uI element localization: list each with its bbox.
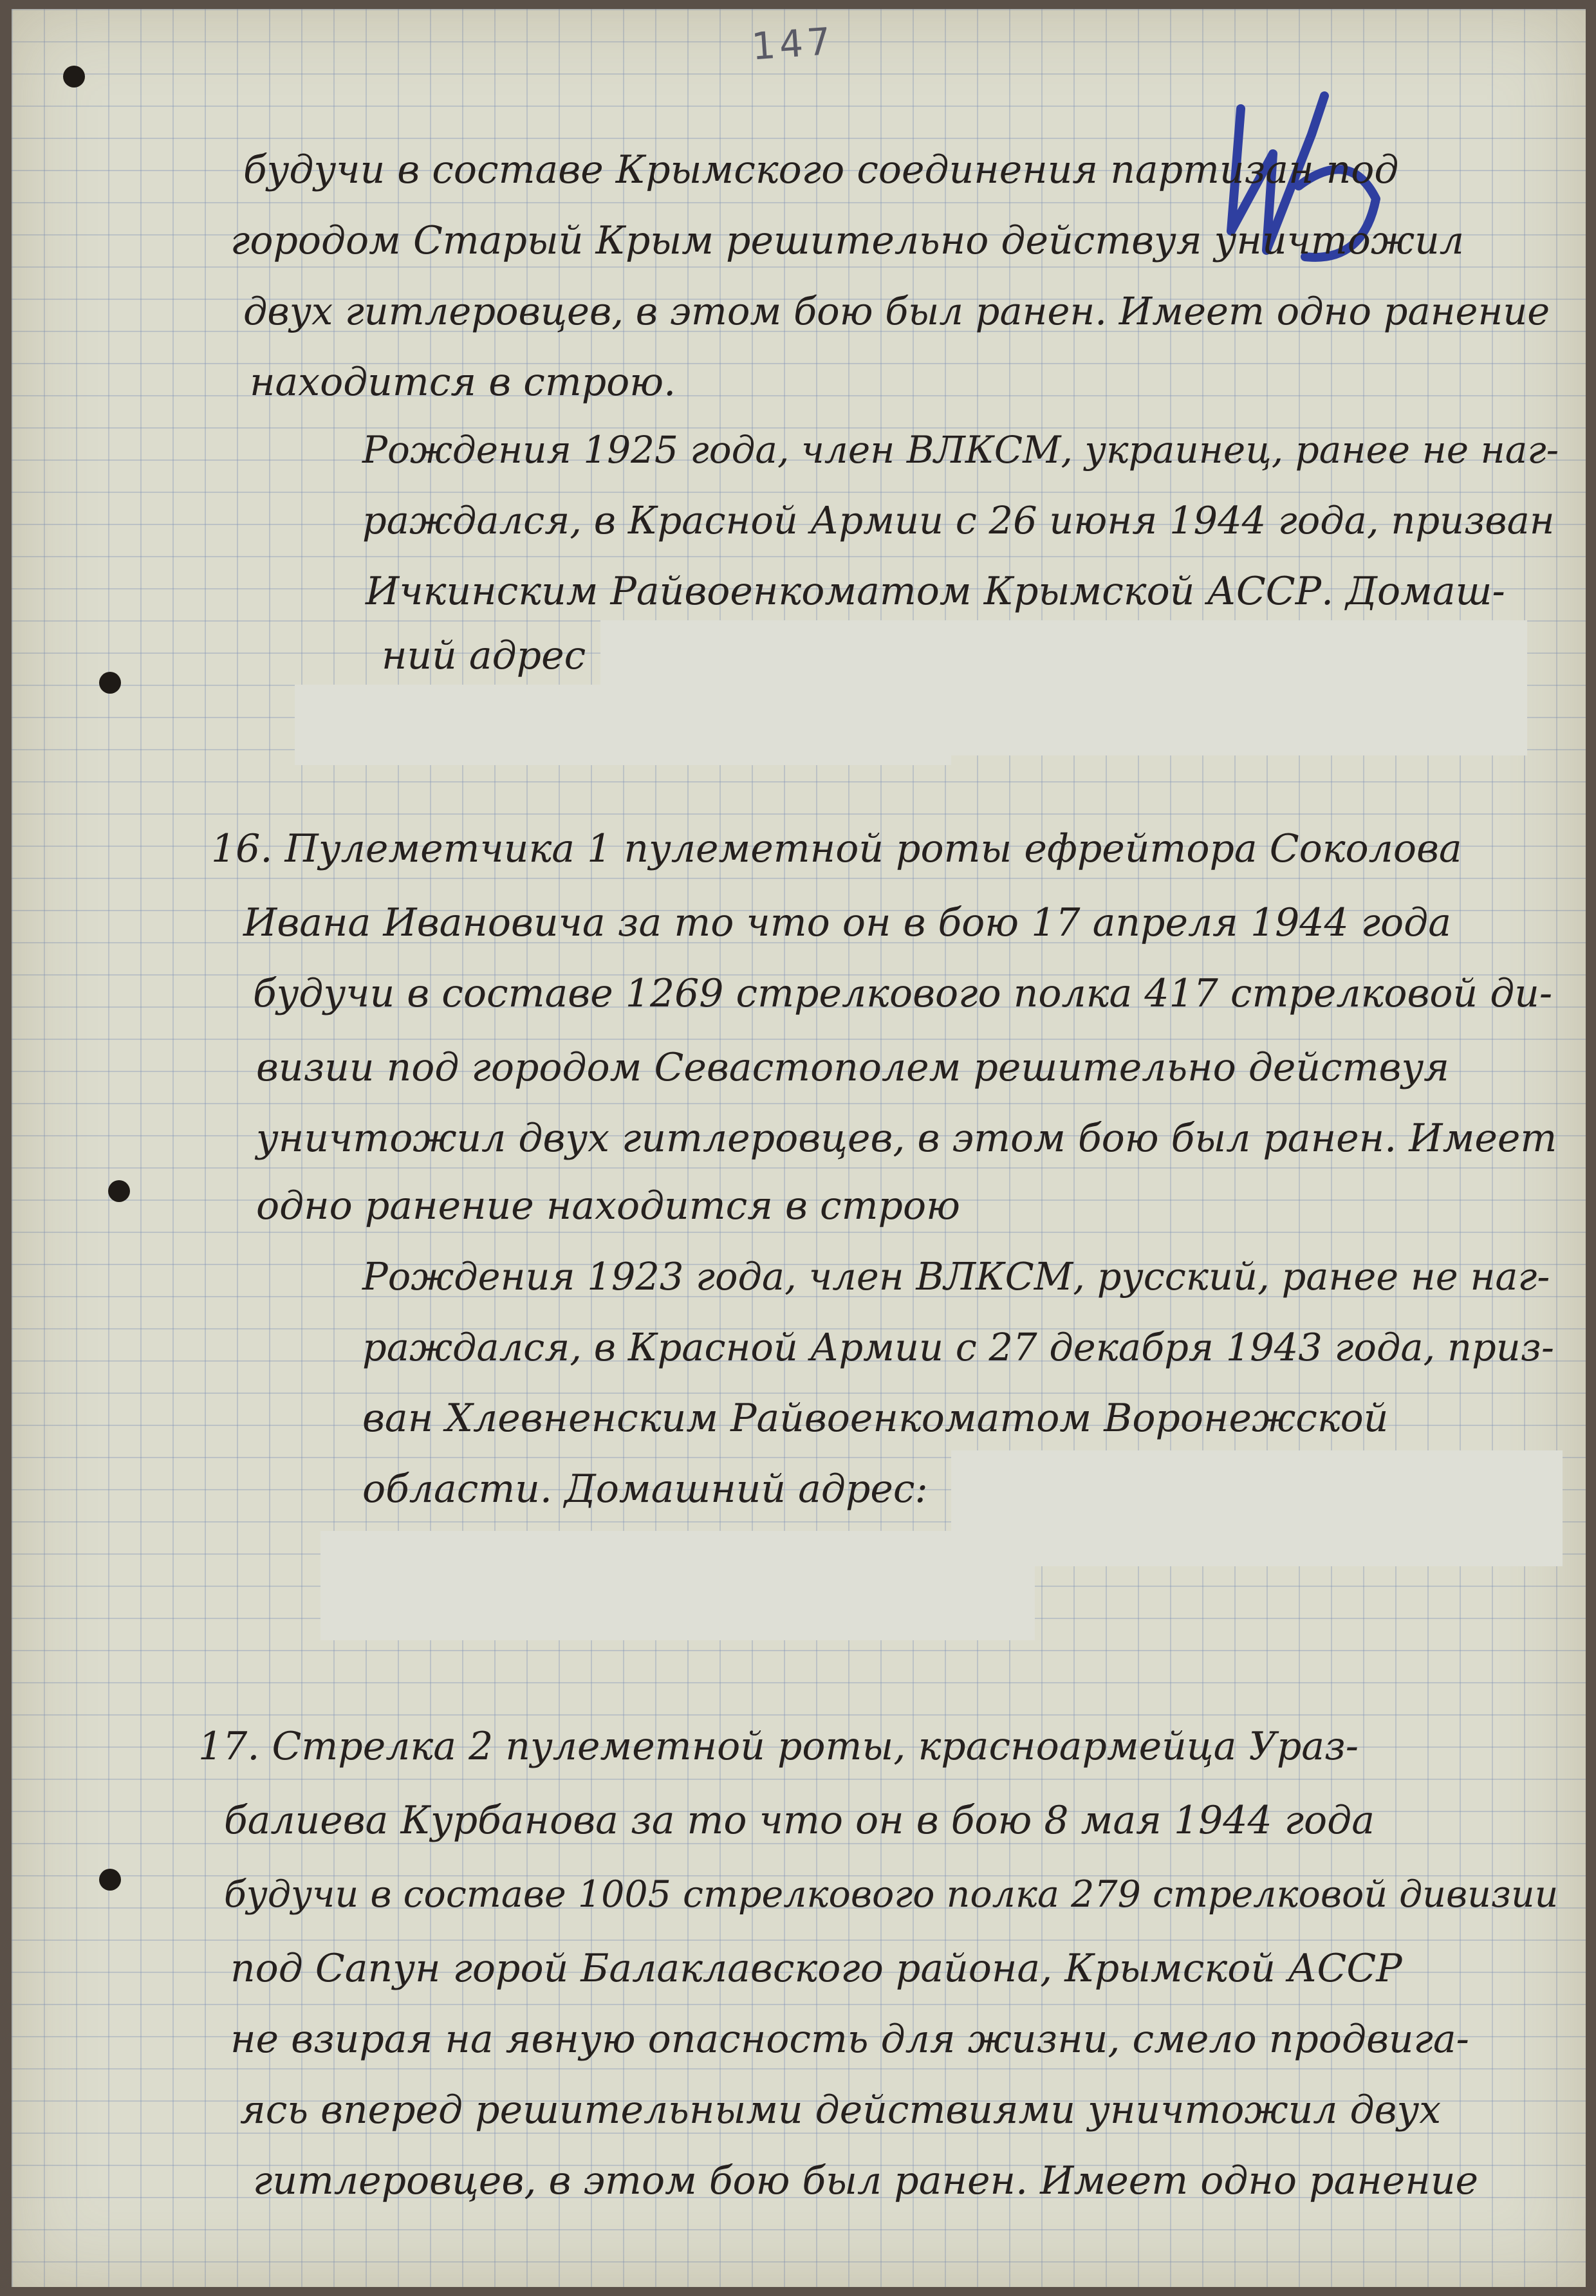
text-line: двух гитлеровцев, в этом бою был ранен. Имеет одно ранение	[243, 289, 1550, 333]
text-line: будучи в составе 1005 стрелкового полка 279 стрелковой дивизии	[224, 1873, 1559, 1916]
redaction-box	[295, 685, 951, 765]
text-line: городом Старый Крым решительно действуя уничтожил	[230, 218, 1464, 263]
page-number: 147	[750, 19, 836, 69]
text-line: 16. Пулеметчика 1 пулеметной роты ефрейтора Соколова	[211, 826, 1462, 871]
text-line: не взирая на явную опасность для жизни, смело продвига-	[230, 2017, 1469, 2062]
text-line: балиева Курбанова за то что он в бою 8 мая 1944 года	[224, 1798, 1375, 1843]
binding-hole	[63, 66, 85, 88]
text-line: одно ранение находится в строю	[256, 1183, 960, 1228]
text-line: Ичкинским Райвоенкоматом Крымской АССР. Домаш-	[366, 569, 1505, 614]
text-line: 17. Стрелка 2 пулеметной роты, красноармейца Ураз-	[198, 1724, 1359, 1769]
text-line: находится в строю.	[250, 360, 676, 405]
text-line: гитлеровцев, в этом бою был ранен. Имеет одно ранение	[253, 2158, 1478, 2203]
binding-hole	[108, 1180, 130, 1202]
text-line: раждался, в Красной Армии с 27 декабря 1943 года, приз-	[362, 1325, 1554, 1369]
text-line: Рождения 1925 года, член ВЛКСМ, украинец, ранее не наг-	[362, 428, 1559, 472]
text-line: ван Хлевненским Райвоенкоматом Воронежской	[362, 1396, 1389, 1441]
text-line: ний адрес	[382, 633, 586, 678]
text-line: Ивана Ивановича за то что он в бою 17 апреля 1944 года	[243, 900, 1451, 945]
binding-hole	[99, 1869, 121, 1891]
text-line: уничтожил двух гитлеровцев, в этом бою был ранен. Имеет	[256, 1116, 1557, 1161]
text-line: визии под городом Севастополем решительно действуя	[256, 1045, 1449, 1090]
text-line: области. Домашний адрес:	[362, 1467, 928, 1512]
text-line: раждался, в Красной Армии с 26 июня 1944 года, призван	[362, 498, 1555, 542]
text-line: ясь вперед решительными действиями уничтожил двух	[240, 2088, 1442, 2133]
redaction-box	[951, 1450, 1563, 1566]
document-page	[12, 9, 1586, 2287]
redaction-box	[320, 1531, 1035, 1640]
text-line: будучи в составе 1269 стрелкового полка 417 стрелковой ди-	[253, 971, 1553, 1016]
binding-hole	[99, 672, 121, 694]
text-line: будучи в составе Крымского соединения партизан под	[243, 147, 1399, 192]
text-line: под Сапун горой Балаклавского района, Крымской АССР	[230, 1946, 1402, 1991]
text-line: Рождения 1923 года, член ВЛКСМ, русский, ранее не наг-	[362, 1254, 1550, 1299]
